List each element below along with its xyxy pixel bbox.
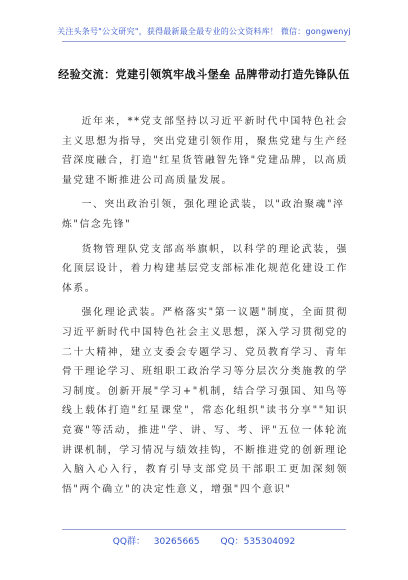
header-divider (62, 41, 346, 42)
paragraph-intro: 近年来，**党支部坚持以习近平新时代中国特色社会主义思想为指导，突出党建引领作用，聚焦党建与生产经营深度融合，打造"红星货管融智先锋"党建品牌，以高质量党建不断推进公司高质量发展。 (62, 116, 348, 186)
document-body (62, 112, 348, 504)
header-banner: 关注头条号"公文研究"，获得最新最全最专业的公文资料库！ 微信：gongwenyj (57, 27, 351, 36)
footer-contact (0, 534, 408, 547)
section-heading-1: 一、突出政治引领，强化理论武装，以"政治聚魂"淬炼"信念先锋" (62, 199, 345, 230)
document-title: 经验交流：党建引领筑牢战斗堡垒 品牌带动打造先锋队伍 (58, 68, 350, 81)
footer-qq-group: QQ群： 30265665 (112, 537, 200, 547)
footer-divider (62, 529, 346, 530)
paragraph-body: 货物管理队党支部高举旗帜，以科学的理论武装，强化顶层设计，着力构建基层党支部标准化规范化建设工作体系。 (62, 243, 348, 294)
paragraph-body: 强化理论武装。严格落实"第一议题"制度，全面贯彻习近平新时代中国特色社会主义思想，深入学习贯彻党的二十大精神，建立支委会专题学习、党员教育学习、青年骨干理论学习、班组职工政治学习等分层次分类施教的学习制度。创新开展"学习+"机制，结合学习强国、知鸟等线上载体打造"红星课堂"，常态化组织"读书分享""知识竞赛"等活动，推进"学、讲、写、考、评"五位一体轮流讲课机制，学习情况与绩效挂钩，不断推进党的创新理论入脑入心入行，教育引导支部党员干部职工更加深刻领悟"两个确立"的决定性意义，增强"四个意识" (62, 307, 348, 495)
footer-qq: QQ：535304092 (220, 537, 296, 547)
